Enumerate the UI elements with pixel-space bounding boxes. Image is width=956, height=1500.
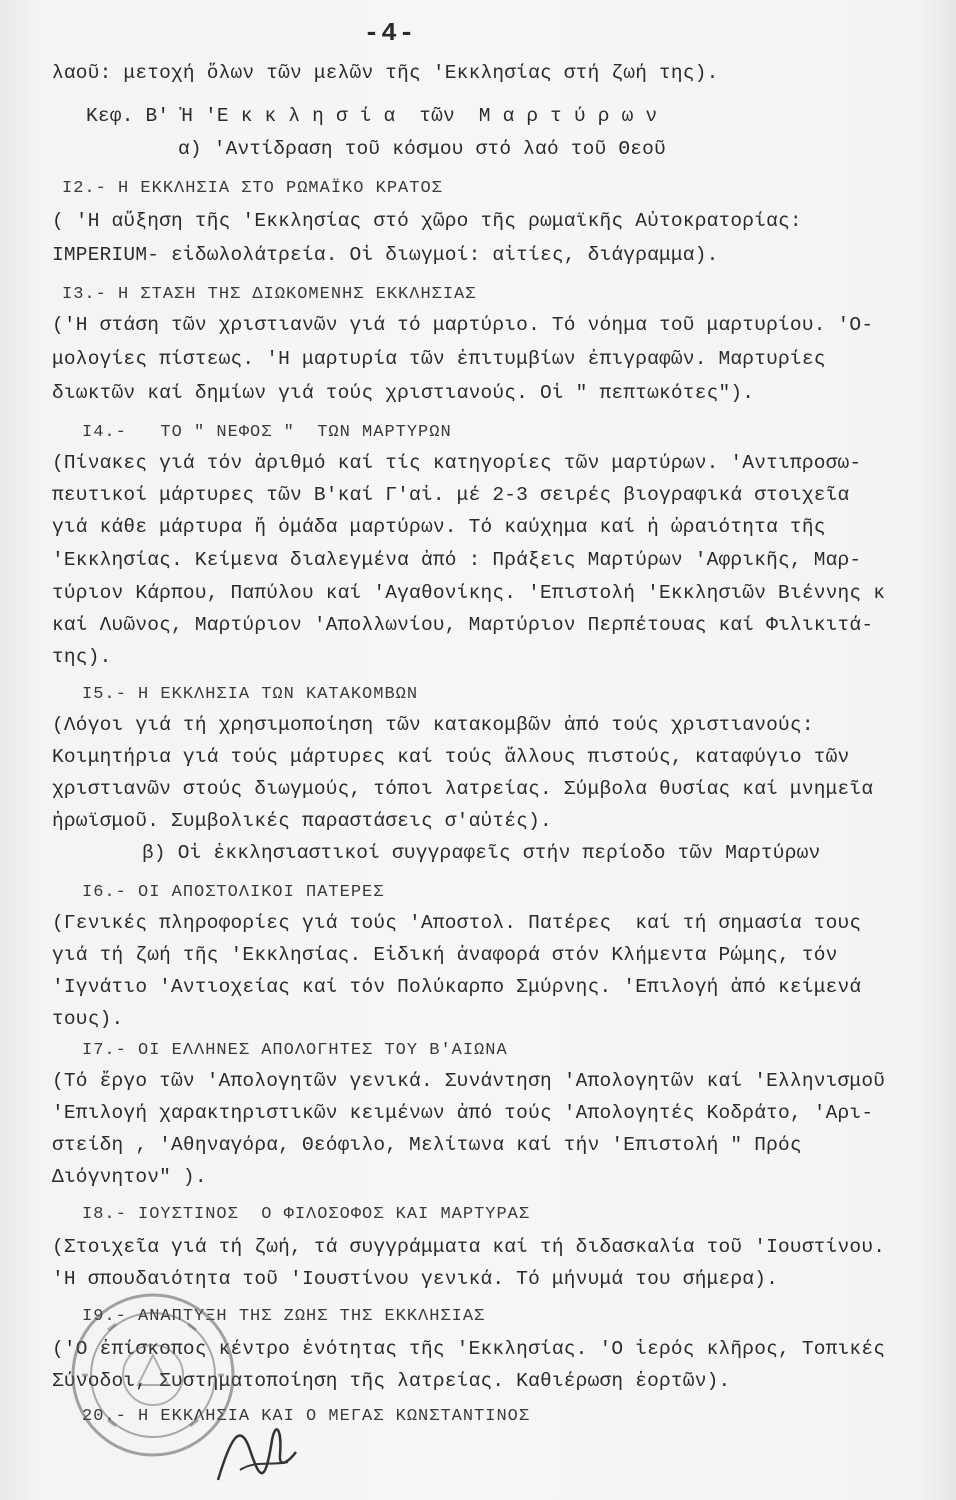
text-line: μολογίες πίστεως. 'Η μαρτυρία τῶν ἐπιτυμβίων ἐπιγραφῶν. Μαρτυρίες [52,348,826,370]
section-heading: 20.- Η ΕΚΚΛΗΣΙΑ ΚΑΙ Ο ΜΕΓΑΣ ΚΩΝΣΤΑΝΤΙΝΟΣ [82,1407,531,1426]
section-heading: I8.- ΙΟΥΣΤΙΝΟΣ Ο ΦΙΛΟΣΟΦΟΣ ΚΑΙ ΜΑΡΤΥΡΑΣ [82,1205,531,1224]
text-line: (Στοιχεῖα γιά τή ζωή, τά συγγράμματα καί τή διδασκαλία τοῦ 'Ιουστίνου. [52,1236,886,1258]
text-line: α) 'Αντίδραση τοῦ κόσμου στό λαό τοῦ Θεοῦ [178,138,666,160]
text-line: καί Λυῶνος, Μαρτύριον 'Απολλωνίου, Μαρτύριον Περπέτουας καί Φιλικιτά- [52,614,874,636]
text-line: 'Εκκλησίας. Κείμενα διαλεγμένα ἀπό : Πράξεις Μαρτύρων 'Αφρικῆς, Μαρ- [52,549,862,571]
text-line: γιά κάθε μάρτυρα ἤ ὁμάδα μαρτύρων. Τό καύχημα καί ἡ ὡραιότητα τῆς [52,516,826,538]
text-line: Σύνοδοι, Συστηματοποίηση τῆς λατρείας. Καθιέρωση ἑορτῶν). [52,1370,731,1392]
text-line: 'Επιλογή χαρακτηριστικῶν κειμένων ἀπό τούς 'Απολογητές Κοδράτο, 'Αρι- [52,1102,874,1124]
text-line: χριστιανῶν στούς διωγμούς, τόποι λατρείας. Σύμβολα θυσίας καί μνημεῖα [52,778,874,800]
section-heading: I7.- ΟΙ ΕΛΛΗΝΕΣ ΑΠΟΛΟΓΗΤΕΣ ΤΟΥ Β'ΑΙΩΝΑ [82,1041,508,1060]
text-line: Κεφ. Β' Ἡ 'Ε κ κ λ η σ ί α τῶν Μ α ρ τ ύ ρ ω ν [86,105,658,127]
text-line: διωκτῶν καί δημίων γιά τούς χριστιανούς. Οἱ " πεπτωκότες"). [52,382,755,404]
signature-icon [210,1400,300,1490]
text-line: πευτικοί μάρτυρες τῶν Β'καί Γ'αἰ. μέ 2-3 σειρές βιογραφικά στοιχεῖα [52,484,850,506]
text-line: ('Η στάση τῶν χριστιανῶν γιά τό μαρτύριο. Τό νόημα τοῦ μαρτυρίου. 'Ο- [52,314,874,336]
text-line: στείδη , 'Αθηναγόρα, Θεόφιλο, Μελίτωνα καί τήν 'Επιστολή " Πρός [52,1134,802,1156]
text-line: γιά τή ζωή τῆς 'Εκκλησίας. Εἰδική ἀναφορά στόν Κλήμεντα Ρώμης, τόν [52,944,838,966]
section-heading: I9.- ΑΝΑΠΤΥΞΗ ΤΗΣ ΖΩΗΣ ΤΗΣ ΕΚΚΛΗΣΙΑΣ [82,1307,486,1326]
text-line: τους). [52,1008,124,1030]
text-line: λαοῦ: μετοχή ὅλων τῶν μελῶν τῆς 'Εκκλησίας στή ζωή της). [52,62,719,84]
section-heading: I6.- ΟΙ ΑΠΟΣΤΟΛΙΚΟΙ ΠΑΤΕΡΕΣ [82,883,385,902]
section-heading: I5.- Η ΕΚΚΛΗΣΙΑ ΤΩΝ ΚΑΤΑΚΟΜΒΩΝ [82,685,419,704]
text-line: ἡρωϊσμοῦ. Συμβολικές παραστάσεις σ'αὐτές). [52,810,552,832]
section-heading: I2.- Η ΕΚΚΛΗΣΙΑ ΣΤΟ ΡΩΜΑΪΚΟ ΚΡΑΤΟΣ [62,179,443,198]
text-line: 'Ιγνάτιο 'Αντιοχείας καί τόν Πολύκαρπο Σμύρνης. 'Επιλογή ἀπό κείμενά [52,976,862,998]
text-line: Κοιμητήρια γιά τούς μάρτυρες καί τούς ἄλλους πιστούς, καταφύγιο τῶν [52,746,850,768]
text-line: ('Ο ἐπίσκοπος κέντρο ἑνότητας τῆς 'Εκκλησίας. 'Ο ἱερός κλῆρος, Τοπικές [52,1338,886,1360]
text-line: Διόγνητον" ). [52,1166,207,1188]
text-line: 'Η σπουδαιότητα τοῦ 'Ιουστίνου γενικά. Τό μήνυμά του σήμερα). [52,1268,779,1290]
section-heading: I4.- ΤΟ " ΝΕΦΟΣ " ΤΩΝ ΜΑΡΤΥΡΩΝ [82,423,452,442]
text-line: της). [52,646,112,668]
text-line: (Γενικές πληροφορίες γιά τούς 'Αποστολ. Πατέρες καί τή σημασία τους [52,912,862,934]
section-heading: I3.- Η ΣΤΑΣΗ ΤΗΣ ΔΙΩΚΟΜΕΝΗΣ ΕΚΚΛΗΣΙΑΣ [62,285,477,304]
text-line: τύριον Κάρπου, Παπύλου καί 'Αγαθονίκης. 'Επιστολή 'Εκκλησιῶν Βιέννης κ [52,582,886,604]
text-line: (Λόγοι γιά τή χρησιμοποίηση τῶν κατακομβῶν ἀπό τούς χριστιανούς: [52,714,814,736]
text-line: (Πίνακες γιά τόν ἀριθμό καί τίς κατηγορίες τῶν μαρτύρων. 'Αντιπροσω- [52,452,862,474]
text-line: β) Οἱ ἐκκλησιαστικοί συγγραφεῖς στήν περίοδο τῶν Μαρτύρων [142,842,821,864]
page-number: -4- [363,18,417,48]
text-line: (Τό ἔργο τῶν 'Απολογητῶν γενικά. Συνάντηση 'Απολογητῶν καί 'Ελληνισμοῦ [52,1070,886,1092]
text-line: IMPERIUM- εἰδωλολάτρεία. Οἱ διωγμοί: αἰτίες, διάγραμμα). [52,244,719,266]
text-line: ( 'Η αὔξηση τῆς 'Εκκλησίας στό χῶρο τῆς ρωμαϊκῆς Αὐτοκρατορίας: [52,210,802,232]
